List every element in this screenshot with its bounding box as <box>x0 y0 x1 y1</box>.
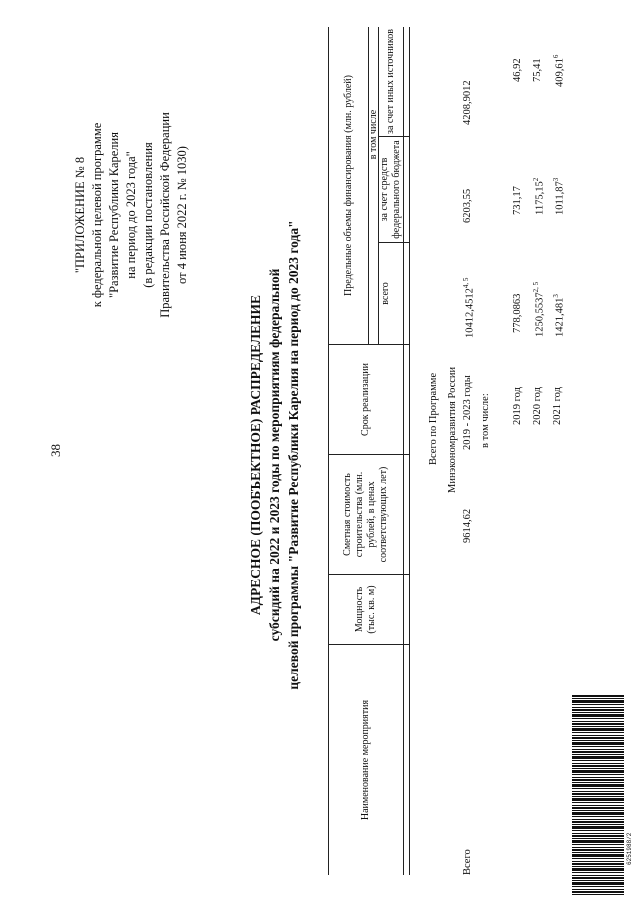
header-name: Наименование мероприятия <box>360 699 371 821</box>
table-cell-name: Всего <box>462 849 473 875</box>
table-rule <box>403 27 404 875</box>
header-capacity: Мощность (тыс. кв. м) <box>354 585 377 634</box>
barcode-image <box>572 695 624 895</box>
table-cell-period: 2020 год <box>532 387 543 425</box>
header-cost: Сметная стоимость строительства (млн. рублей, в ценах соответствующих лет) <box>342 466 389 563</box>
table-cell-period: 2019 - 2023 годы <box>462 375 473 450</box>
section-total-label: Всего по Программе <box>428 372 439 465</box>
title-line: АДРЕСНОЕ (ПООБЪЕКТНОЕ) РАСПРЕДЕЛЕНИЕ <box>248 294 263 616</box>
header-financing: Предельные объемы финансирования (млн. рублей) <box>342 75 354 296</box>
appendix-line: (в редакции постановления <box>141 142 155 288</box>
table-cell-total: 778,0863 <box>512 293 523 333</box>
table-cell-other: 75,41 <box>532 58 543 82</box>
appendix-line: Правительства Российской Федерации <box>158 112 172 318</box>
table-cell-period: в том числе: <box>480 393 491 448</box>
table-cell-period: 2019 год <box>512 387 523 425</box>
table-cell-other: 4208,9012 <box>462 80 473 125</box>
header-period: Срок реализации <box>360 363 371 436</box>
appendix-line: "ПРИЛОЖЕНИЕ № 8 <box>73 156 87 274</box>
table-cell-total: 1421,481$^3$ <box>552 294 566 337</box>
title-line: целевой программы "Развитие Республики Карелия на период до 2023 года" <box>286 220 301 690</box>
table-cell-federal: 6203,55 <box>462 188 473 223</box>
header-federal: за счет средств федерального бюджета <box>379 140 402 239</box>
table-cell-other: 409,61$^6$ <box>552 54 566 87</box>
table-cell-federal: 731,17 <box>512 186 523 215</box>
table-cell-period: 2021 год <box>552 387 563 425</box>
appendix-line: на период до 2023 года" <box>124 151 138 279</box>
table-cell-cost: 9614,62 <box>462 508 473 543</box>
appendix-line: к федеральной целевой программе <box>90 122 104 308</box>
header-total: всего <box>380 282 391 305</box>
table-cell-federal: 1011,87$^3$ <box>552 177 566 215</box>
table-cell-federal: 1175,15$^2$ <box>532 177 546 215</box>
barcode-number: 6251988/2 <box>626 832 633 865</box>
header-including: в том числе <box>367 109 379 160</box>
header-other: за счет иных источников <box>385 29 396 134</box>
appendix-line: от 4 июня 2022 г. № 1030) <box>175 146 189 284</box>
appendix-line: "Развитие Республики Карелия <box>107 132 121 298</box>
table-cell-other: 46,92 <box>512 58 523 82</box>
section-ministry-label: Минэкономразвития России <box>447 366 458 493</box>
table-rule <box>409 27 410 875</box>
page-number: 38 <box>48 444 63 457</box>
table-cell-total: 1250,5537$^{2, 5}$ <box>532 281 546 337</box>
title-line: субсидий на 2022 и 2023 годы по мероприятиям федеральной <box>267 268 282 642</box>
table-cell-total: 10412,4512$^{4, 5}$ <box>462 277 476 338</box>
